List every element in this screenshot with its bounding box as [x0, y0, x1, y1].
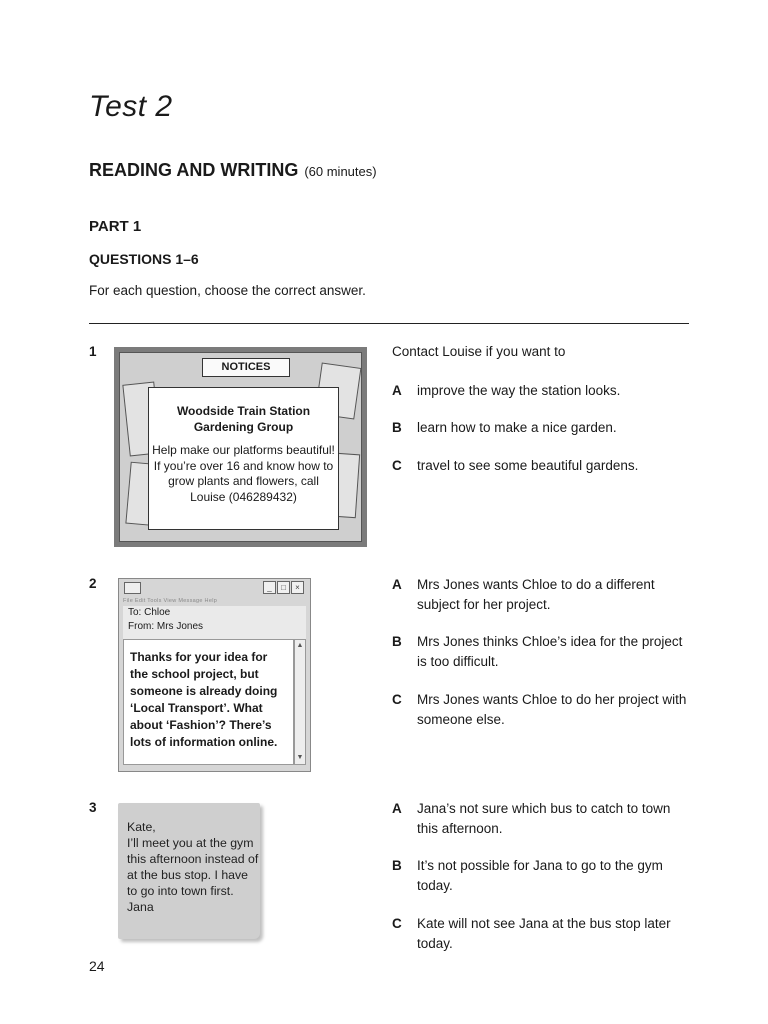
email-title-bar — [119, 579, 310, 596]
divider — [89, 323, 689, 324]
option-2c[interactable] — [392, 690, 692, 730]
option-2b[interactable] — [392, 632, 692, 672]
email-to: To: Chloe — [128, 607, 171, 618]
option-text: Kate will not see Jana at the bus stop later today. — [417, 916, 671, 951]
notice-card — [148, 387, 339, 530]
option-1c[interactable] — [392, 456, 692, 476]
option-letter: C — [392, 916, 402, 931]
option-1a[interactable] — [392, 381, 692, 401]
envelope-icon — [124, 582, 141, 594]
question-stem-1: Contact Louise if you want to — [392, 344, 566, 359]
notice-body: Help make our platforms beautiful! If you’re over 16 and know how to grow plants and flowers, call Louise (046289432) — [152, 443, 335, 504]
email-menu-bar: File Edit Tools View Message Help — [123, 598, 218, 604]
duration: (60 minutes) — [304, 164, 377, 179]
option-text: learn how to make a nice garden. — [417, 420, 617, 435]
maximize-icon: □ — [277, 581, 290, 594]
email-from: From: Mrs Jones — [128, 621, 204, 632]
option-text: It’s not possible for Jana to go to the gym today. — [417, 858, 663, 893]
instruction: For each question, choose the correct answer. — [89, 283, 366, 298]
option-1b[interactable] — [392, 418, 692, 438]
option-letter: C — [392, 458, 402, 473]
option-text: Mrs Jones wants Chloe to do her project with someone else. — [417, 692, 687, 727]
option-3c[interactable] — [392, 914, 692, 954]
email-body: Thanks for your idea for the school project, but someone is already doing ‘Local Transport’. What about ‘Fashion’? There’s lots of information online. — [123, 639, 294, 765]
part-heading: PART 1 — [89, 218, 142, 235]
option-letter: C — [392, 692, 402, 707]
scroll-down-icon: ▼ — [296, 754, 304, 761]
question-number-1: 1 — [89, 344, 97, 359]
option-text: improve the way the station looks. — [417, 383, 621, 398]
email-scrollbar — [294, 639, 306, 765]
email-header — [123, 606, 306, 639]
option-3b[interactable] — [392, 856, 692, 896]
questions-range: QUESTIONS 1–6 — [89, 251, 199, 267]
minimize-icon: _ — [263, 581, 276, 594]
section-name: READING AND WRITING — [89, 160, 299, 180]
section-title — [89, 160, 377, 181]
notices-label: NOTICES — [202, 358, 290, 377]
option-text: travel to see some beautiful gardens. — [417, 458, 639, 473]
option-letter: A — [392, 383, 402, 398]
option-letter: B — [392, 858, 402, 873]
question-number-3: 3 — [89, 800, 97, 815]
option-letter: B — [392, 634, 402, 649]
sticky-note: Kate, I’ll meet you at the gym this afternoon instead of at the bus stop. I have to go into town first. Jana — [118, 803, 260, 939]
test-title: Test 2 — [89, 90, 173, 123]
option-text: Jana’s not sure which bus to catch to town this afternoon. — [417, 801, 671, 836]
option-text: Mrs Jones wants Chloe to do a different subject for her project. — [417, 577, 655, 612]
option-3a[interactable] — [392, 799, 692, 839]
option-letter: A — [392, 577, 402, 592]
page-number: 24 — [89, 958, 105, 974]
email-window — [118, 578, 311, 772]
option-2a[interactable] — [392, 575, 692, 615]
scroll-up-icon: ▲ — [296, 642, 304, 649]
notice-board — [114, 347, 367, 547]
notice-board-surface — [119, 352, 362, 542]
question-number-2: 2 — [89, 576, 97, 591]
option-letter: B — [392, 420, 402, 435]
notice-title: Woodside Train Station Gardening Group — [176, 404, 311, 434]
close-icon: × — [291, 581, 304, 594]
option-letter: A — [392, 801, 402, 816]
option-text: Mrs Jones thinks Chloe’s idea for the project is too difficult. — [417, 634, 683, 669]
